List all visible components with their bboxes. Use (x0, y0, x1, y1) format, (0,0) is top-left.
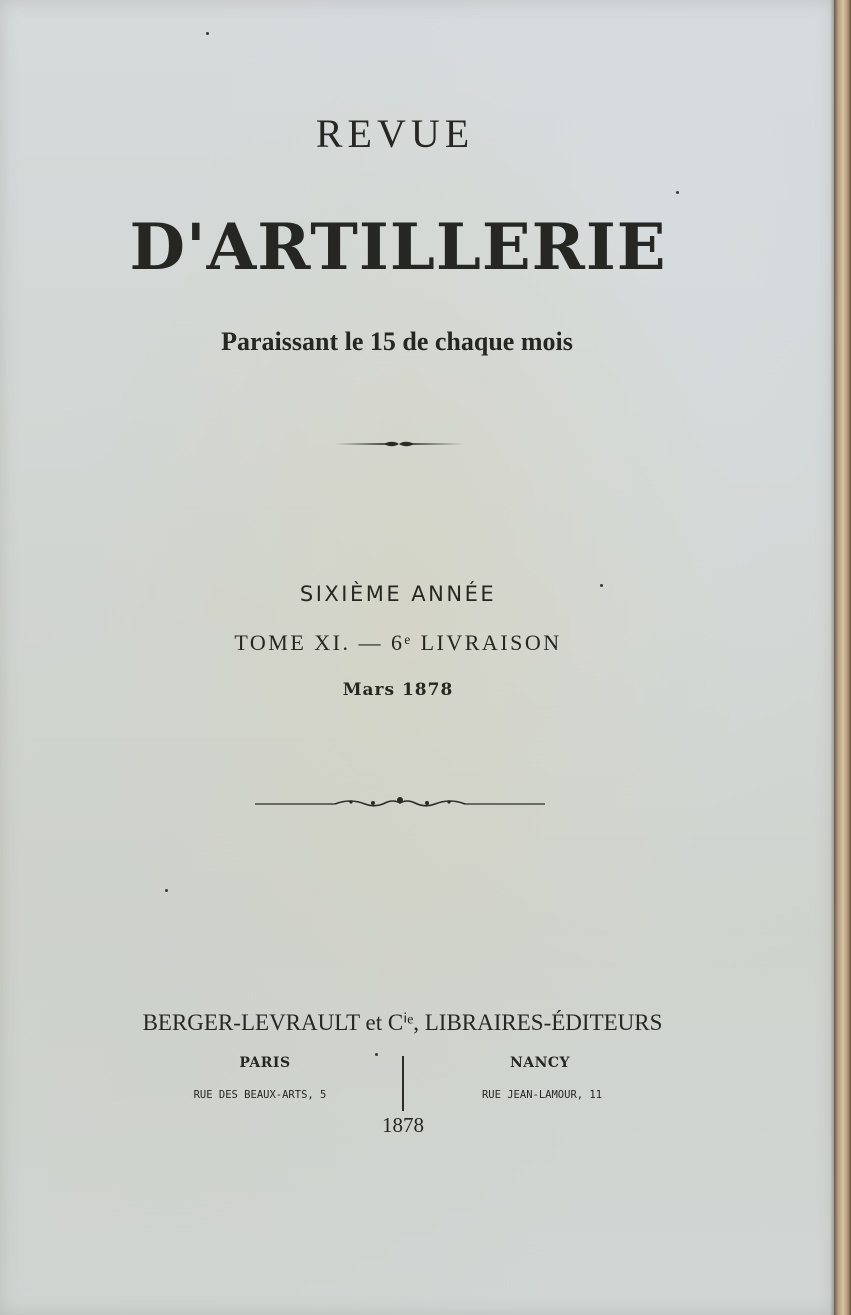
nancy-address: RUE JEAN-LAMOUR, 11 (481, 1089, 603, 1101)
paris-city-label: PARIS (239, 1055, 291, 1071)
paris-address: RUE DES BEAUX-ARTS, 5 (193, 1089, 327, 1101)
paper-speck (600, 584, 603, 587)
paper-speck (375, 1053, 378, 1056)
publisher-line: BERGER-LEVRAULT et Cⁱᵉ, LIBRAIRES-ÉDITEURS (142, 1010, 663, 1035)
journal-title: D'ARTILLERIE (129, 210, 667, 285)
top-rule-ornament (335, 436, 463, 452)
nancy-city-label: NANCY (509, 1055, 571, 1071)
issue-date: Mars 1878 (342, 680, 454, 700)
paper-speck (165, 889, 168, 892)
paper-speck (206, 32, 209, 35)
volume-and-issue: TOME XI. — 6ᵉ LIVRAISON (234, 630, 562, 655)
bottom-vignette-ornament (255, 794, 545, 814)
publication-frequency: Paraissant le 15 de chaque mois (221, 327, 573, 356)
series-title: REVUE (315, 111, 475, 156)
imprint-year: 1878 (382, 1113, 424, 1137)
imprint-column-divider (402, 1056, 404, 1111)
year-of-publication: SIXIÈME ANNÉE (299, 582, 497, 606)
paper-speck (676, 191, 679, 194)
book-spine-edge (834, 0, 851, 1315)
